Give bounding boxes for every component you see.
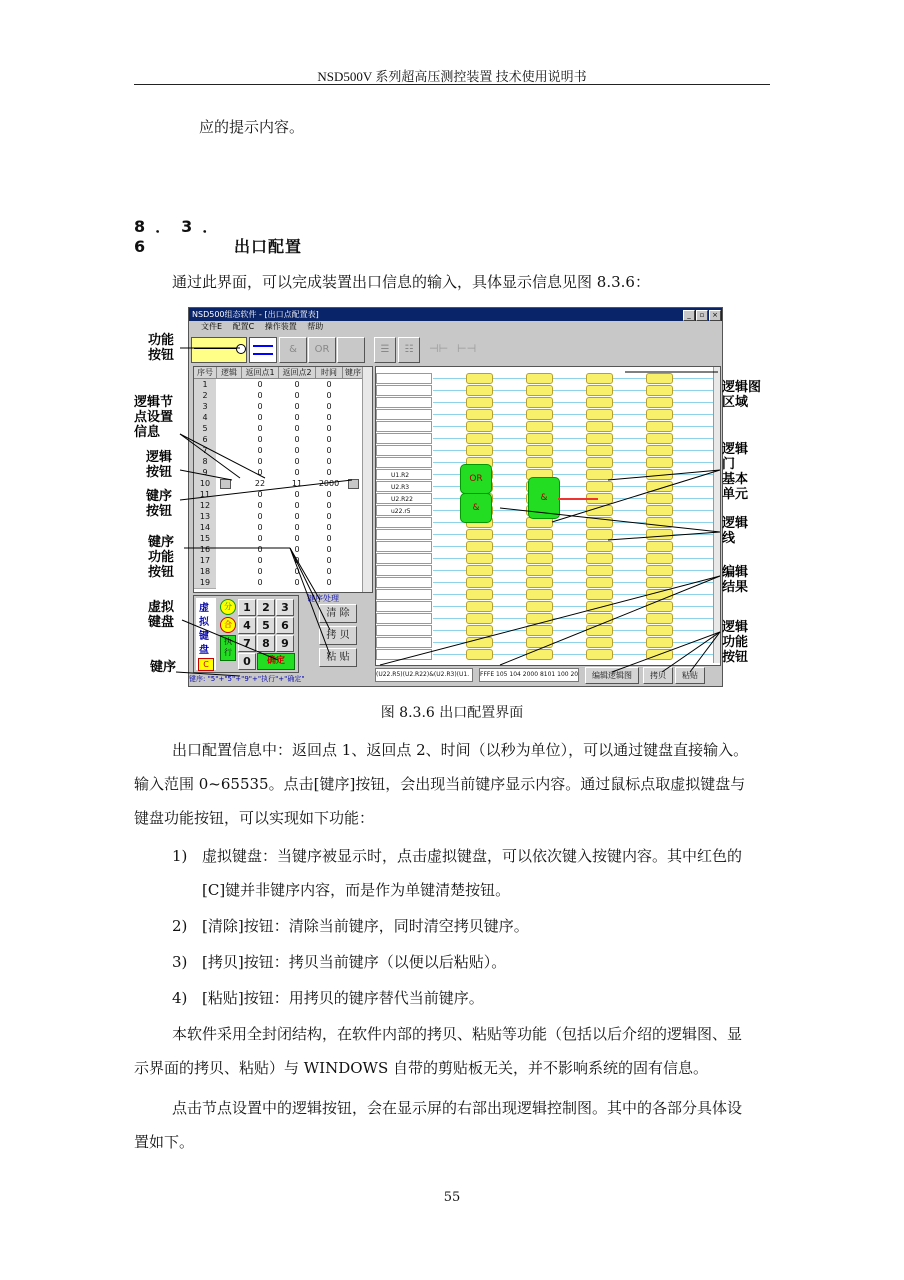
col-header-logic: 逻辑	[217, 367, 242, 379]
grid-cell[interactable]: 0	[294, 446, 300, 455]
grid-cell[interactable]: 0	[257, 490, 263, 499]
list-num-1: 1)	[172, 847, 188, 865]
close-button[interactable]: ×	[709, 310, 721, 321]
annot-edit-result: 编辑 结果	[722, 565, 749, 595]
logic-paste-button[interactable]: 粘贴	[675, 667, 705, 684]
row-index: 6	[194, 434, 216, 446]
layout2-tool-button[interactable]: ☷	[398, 337, 420, 363]
col-header-keyseq: 键序	[343, 367, 364, 379]
key-ok[interactable]: 确定	[257, 653, 295, 670]
grid-cell[interactable]: 0	[294, 413, 300, 422]
para-1-line-2: 输入范围 0~65535。点击[键序]按钮，会出现当前键序显示内容。通过鼠标点取虚拟键盘与	[134, 775, 746, 793]
menu-file[interactable]: 文件E	[201, 322, 223, 331]
grid-cell[interactable]: 0	[257, 446, 263, 455]
intro-text: 应的提示内容。	[199, 118, 305, 136]
key-fen[interactable]: 分	[220, 599, 236, 615]
split-icon[interactable]: ⊢⊣	[457, 342, 477, 355]
menu-device[interactable]: 操作装置	[264, 322, 297, 331]
keyboard-label-1: 虚	[199, 603, 209, 614]
grid-cell[interactable]: 0	[294, 424, 300, 433]
row-index: 2	[194, 390, 216, 402]
grid-cell[interactable]: 0	[294, 556, 300, 565]
minimize-button[interactable]: _	[683, 310, 695, 321]
row-index: 14	[194, 522, 216, 534]
grid-cell[interactable]: 0	[294, 512, 300, 521]
grid-cell[interactable]: 0	[326, 413, 332, 422]
keyboard-label-4: 盘	[199, 645, 209, 656]
row-index: 15	[194, 533, 216, 545]
logic-input-box[interactable]: U1.R2	[376, 469, 432, 480]
grid-cell[interactable]: 22	[254, 479, 266, 488]
result-right: FFFE 105 104 2000 8101 100 20	[479, 668, 579, 682]
key-5[interactable]: 5	[257, 617, 275, 634]
key-c[interactable]: C	[198, 658, 214, 671]
grid-cell[interactable]: 0	[326, 567, 332, 576]
key-3[interactable]: 3	[276, 599, 294, 616]
grid-cell[interactable]: 0	[294, 490, 300, 499]
grid-cell[interactable]: 0	[257, 501, 263, 510]
list-text-4: [粘贴]按钮：用拷贝的键序替代当前键序。	[202, 989, 484, 1007]
grid-cell[interactable]: 0	[257, 556, 263, 565]
grid-cell[interactable]: 0	[257, 457, 263, 466]
row-index: 13	[194, 511, 216, 523]
grid-cell[interactable]: 0	[326, 545, 332, 554]
key-2[interactable]: 2	[257, 599, 275, 616]
grid-cell[interactable]: 0	[326, 501, 332, 510]
col-header-index: 序号	[194, 367, 217, 379]
annot-logic-func: 逻辑 功能 按钮	[722, 620, 749, 665]
keyboard-label-2: 拟	[199, 617, 209, 628]
annot-func-button: 功能 按钮	[148, 333, 175, 363]
gate-and-2: &	[528, 477, 560, 519]
annot-keyseq-button: 键序 按钮	[146, 489, 173, 519]
menu-config[interactable]: 配置C	[232, 322, 255, 331]
annot-keyseq: 键序	[150, 660, 177, 675]
grid-cell[interactable]: 11	[291, 479, 303, 488]
grid-cell[interactable]: 0	[294, 402, 300, 411]
para-3-line-2: 置如下。	[134, 1133, 195, 1151]
grid-cell[interactable]: 0	[257, 578, 263, 587]
keyboard-label-3: 键	[199, 631, 209, 642]
and-tool-button[interactable]: &	[279, 337, 307, 363]
grid-cell[interactable]: 0	[326, 512, 332, 521]
list-num-3: 3)	[172, 953, 188, 971]
key-6[interactable]: 6	[276, 617, 294, 634]
grid-cell[interactable]: 0	[326, 446, 332, 455]
lead-text: 通过此界面，可以完成装置出口信息的输入，具体显示信息见图 8.3.6：	[172, 273, 650, 291]
keyseq-processing-label: 键序处理	[307, 594, 339, 603]
paste-button[interactable]: 粘 贴	[319, 648, 357, 667]
col-header-return2: 返回点2	[279, 367, 316, 379]
list-text-2: [清除]按钮：清除当前键序，同时清空拷贝键序。	[202, 917, 529, 935]
key-he[interactable]: 合	[220, 617, 236, 633]
clear-button[interactable]: 清 除	[319, 604, 357, 623]
page-header: NSD500V 系列超高压测控装置 技术使用说明书	[317, 69, 587, 84]
row-index: 11	[194, 489, 216, 501]
logic-input-box[interactable]: u22.r5	[376, 505, 432, 516]
section-title: 出口配置	[234, 237, 303, 256]
grid-cell[interactable]: 0	[326, 578, 332, 587]
key-8[interactable]: 8	[257, 635, 275, 652]
window-title: NSD500组态软件 - [出口点配置表]	[192, 310, 319, 319]
key-0[interactable]: 0	[238, 653, 256, 670]
para-1-line-1: 出口配置信息中：返回点 1、返回点 2、时间（以秒为单位），可以通过键盘直接输入。	[172, 741, 749, 759]
annot-virtual-keyboard: 虚拟 键盘	[148, 600, 175, 630]
row-index: 8	[194, 456, 216, 468]
layout-tool-button[interactable]: ☰	[374, 337, 396, 363]
grid-cell[interactable]: 0	[257, 468, 263, 477]
grid-cell[interactable]: 0	[257, 545, 263, 554]
logic-copy-button[interactable]: 拷贝	[643, 667, 673, 684]
figure-caption: 图 8.3.6 出口配置界面	[380, 705, 524, 721]
grid-cell[interactable]: 0	[326, 402, 332, 411]
annot-keyseq-func: 键序 功能 按钮	[148, 535, 175, 580]
or-tool-button[interactable]: OR	[308, 337, 336, 363]
section-number: 8．3．6	[134, 217, 229, 256]
grid-cell[interactable]: 0	[257, 512, 263, 521]
grid-cell[interactable]: 0	[326, 457, 332, 466]
col-header-time: 时间	[316, 367, 343, 379]
annot-node-settings: 逻辑节 点设置 信息	[134, 395, 174, 440]
grid-cell[interactable]: 0	[326, 556, 332, 565]
para-2-line-1: 本软件采用全封闭结构，在软件内部的拷贝、粘贴等功能（包括以后介绍的逻辑图、显	[172, 1025, 743, 1043]
row-index: 5	[194, 423, 216, 435]
row-index: 16	[194, 544, 216, 556]
grid-cell[interactable]: 0	[257, 424, 263, 433]
gate-and-1: &	[460, 493, 492, 523]
list-num-4: 4)	[172, 989, 188, 1007]
grid-cell[interactable]: 2000	[318, 479, 340, 488]
page-number: 55	[443, 1190, 461, 1205]
grid-cell[interactable]: 0	[326, 468, 332, 477]
grid-cell[interactable]: 0	[294, 545, 300, 554]
grid-cell[interactable]: 0	[257, 391, 263, 400]
grid-cell[interactable]: 0	[326, 490, 332, 499]
grid-cell[interactable]: 0	[294, 567, 300, 576]
grid-cell[interactable]: 0	[326, 391, 332, 400]
grid-cell[interactable]: 0	[294, 578, 300, 587]
para-2-line-2: 示界面的拷贝、粘贴）与 WINDOWS 自带的剪贴板无关，并不影响系统的固有信息。	[134, 1059, 709, 1077]
grid-cell[interactable]: 0	[294, 468, 300, 477]
row-index: 18	[194, 566, 216, 578]
result-left: (U22.R5)(U2.R22)&(U2.R3)(U1.	[375, 668, 473, 682]
grid-cell[interactable]: 0	[326, 424, 332, 433]
connect-icon[interactable]: ⊣⊢	[429, 342, 449, 355]
row-index: 7	[194, 445, 216, 457]
menu-help[interactable]: 帮助	[307, 322, 324, 331]
list-text-3: [拷贝]按钮：拷贝当前键序（以便以后粘贴）。	[202, 953, 507, 971]
para-1-line-3: 键盘功能按钮，可以实现如下功能：	[134, 809, 375, 827]
row-index: 17	[194, 555, 216, 567]
grid-cell[interactable]: 0	[326, 523, 332, 532]
key-1[interactable]: 1	[238, 599, 256, 616]
grid-cell[interactable]: 0	[257, 413, 263, 422]
para-3-line-1: 点击节点设置中的逻辑按钮，会在显示屏的右部出现逻辑控制图。其中的各部分具体设	[172, 1099, 743, 1117]
grid-cell[interactable]: 0	[294, 435, 300, 444]
annot-logic-line: 逻辑 线	[722, 516, 749, 546]
keyseq-status: 键序: "5"+"5"+"9"+"执行"+"确定"	[189, 675, 305, 683]
key-9[interactable]: 9	[276, 635, 294, 652]
row-index: 9	[194, 467, 216, 479]
grid-cell[interactable]: 0	[294, 391, 300, 400]
grid-cell[interactable]: 0	[257, 523, 263, 532]
annot-gate-unit: 逻辑 门 基本 单元	[722, 442, 749, 502]
maximize-button[interactable]: ▫	[696, 310, 708, 321]
annot-logic-area: 逻辑图 区域	[722, 380, 762, 410]
logic-input-box[interactable]: U2.R3	[376, 481, 432, 492]
col-header-return1: 返回点1	[242, 367, 279, 379]
grid-cell[interactable]: 0	[257, 380, 263, 389]
grid-cell[interactable]: 0	[294, 523, 300, 532]
key-exec[interactable]: 执行	[220, 635, 236, 661]
grid-cell[interactable]: 0	[326, 435, 332, 444]
copy-button[interactable]: 拷 贝	[319, 626, 357, 645]
grid-cell[interactable]: 0	[257, 435, 263, 444]
gate-or: OR	[460, 464, 492, 494]
row-index: 10	[194, 478, 216, 490]
row-index: 1	[194, 379, 216, 391]
logic-input-box[interactable]: U2.R22	[376, 493, 432, 504]
edit-logic-button[interactable]: 编辑逻辑图	[585, 667, 639, 684]
annot-logic-button: 逻辑 按钮	[146, 450, 173, 480]
grid-cell[interactable]: 0	[294, 501, 300, 510]
key-7[interactable]: 7	[238, 635, 256, 652]
row-index: 4	[194, 412, 216, 424]
grid-cell[interactable]: 0	[294, 457, 300, 466]
list-text-1b: [C]键并非键序内容，而是作为单键清楚按钮。	[202, 881, 511, 899]
grid-cell[interactable]: 0	[257, 402, 263, 411]
row-index: 12	[194, 500, 216, 512]
grid-cell[interactable]: 0	[257, 567, 263, 576]
row-index: 19	[194, 577, 216, 589]
grid-cell[interactable]: 0	[326, 534, 332, 543]
grid-cell[interactable]: 0	[257, 534, 263, 543]
row-index: 3	[194, 401, 216, 413]
grid-cell[interactable]: 0	[294, 380, 300, 389]
grid-cell[interactable]: 0	[294, 534, 300, 543]
grid-cell[interactable]: 0	[326, 380, 332, 389]
list-text-1: 虚拟键盘：当键序被显示时，点击虚拟键盘，可以依次键入按键内容。其中红色的	[202, 847, 743, 865]
key-4[interactable]: 4	[238, 617, 256, 634]
list-num-2: 2)	[172, 917, 188, 935]
